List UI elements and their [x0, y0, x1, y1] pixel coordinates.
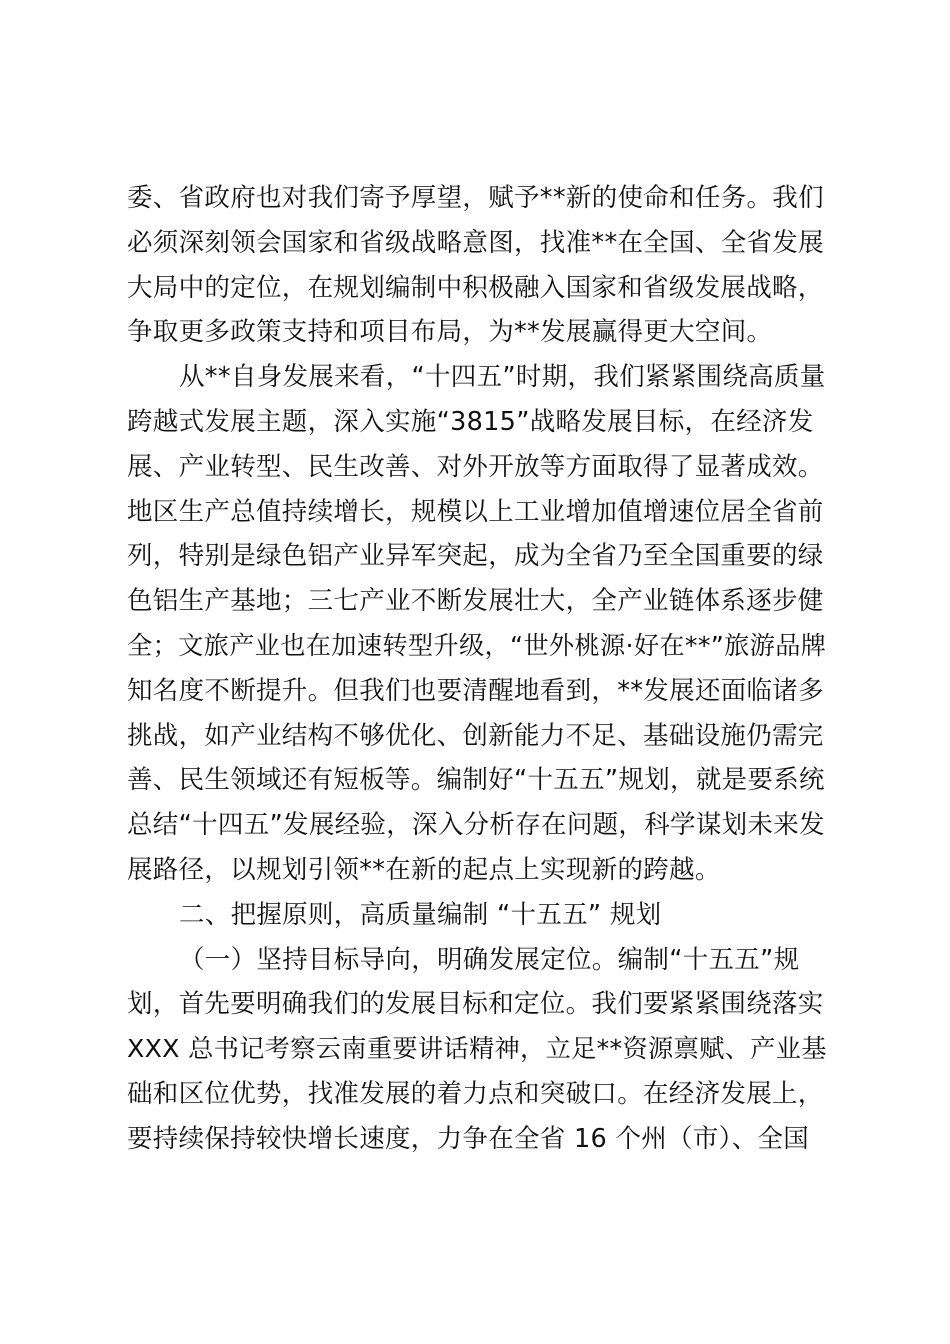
text-line: 地区生产总值持续增长，规模以上工业增加值增速位居全省前	[127, 496, 824, 527]
text-line: 委、省政府也对我们寄予厚望，赋予**新的使命和任务。我们	[127, 183, 824, 213]
text-line: 色铝生产基地；三七产业不断发展壮大，全产业链体系逐步健	[127, 586, 824, 617]
text-line: 要持续保持较快增长速度，力争在全省 16 个州（市）、全国	[127, 1123, 810, 1154]
text-line: 知名度不断提升。但我们也要清醒地看到，**发展还面临诸多	[127, 675, 824, 706]
paragraph-first-line: （一）坚持目标导向，明确发展定位。编制“十五五”规	[179, 944, 800, 975]
section-heading: 二、把握原则，高质量编制 “十五五” 规划	[179, 899, 662, 930]
text-line: 全；文旅产业也在加速转型升级，“世外桃源·好在**”旅游品牌	[127, 630, 827, 660]
text-line: 挑战，如产业结构不够优化、创新能力不足、基础设施仍需完	[127, 720, 824, 751]
text-line: 列，特别是绿色铝产业异军突起，成为全省乃至全国重要的绿	[127, 541, 824, 572]
text-line: 大局中的定位，在规划编制中积极融入国家和省级发展战略，	[127, 272, 824, 303]
text-line: 展、产业转型、民生改善、对外开放等方面取得了显著成效。	[127, 451, 824, 482]
text-line: 必须深刻领会国家和省级战略意图，找准**在全国、全省发展	[127, 227, 824, 258]
text-line: 础和区位优势，找准发展的着力点和突破口。在经济发展上，	[127, 1078, 824, 1109]
text-line: 展路径，以规划引领**在新的起点上实现新的跨越。	[127, 854, 721, 885]
document-body	[127, 176, 827, 1162]
text-line: 争取更多政策支持和项目布局，为**发展赢得更大空间。	[127, 317, 773, 348]
text-line: 善、民生领域还有短板等。编制好“十五五”规划，就是要系统	[127, 765, 825, 796]
paragraph-first-line: 从**自身发展来看，“十四五”时期，我们紧紧围绕高质量	[179, 362, 826, 393]
text-line: 总结“十四五”发展经验，深入分析存在问题，科学谋划未来发	[127, 810, 825, 841]
text-line: 跨越式发展主题，深入实施“3815”战略发展目标，在经济发	[127, 406, 814, 437]
text-line: 划，首先要明确我们的发展目标和定位。我们要紧紧围绕落实	[127, 989, 824, 1020]
text-line: XXX 总书记考察云南重要讲话精神，立足**资源禀赋、产业基	[127, 1034, 827, 1064]
